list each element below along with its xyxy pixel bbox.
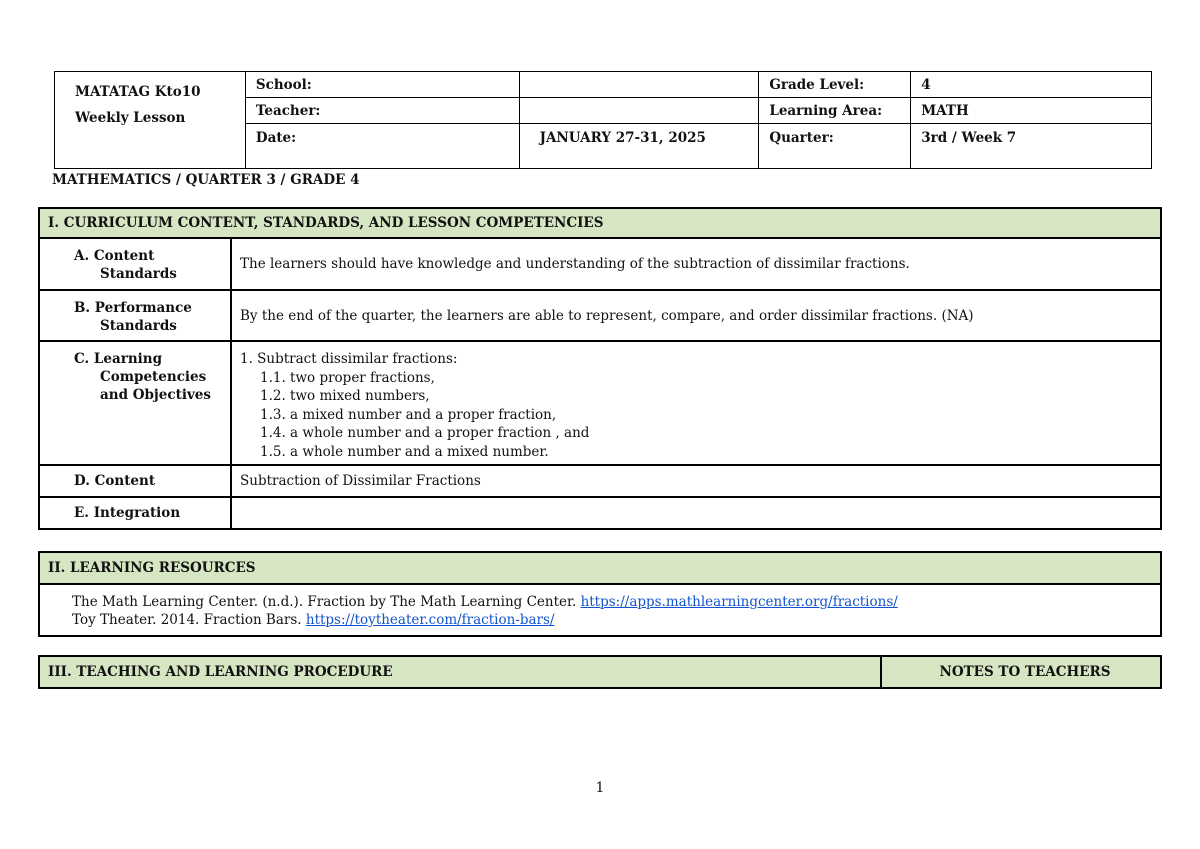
resource-item [72,611,1160,629]
page-number: 1 [595,780,605,796]
content-standards-text: The learners should have knowledge and understanding of the subtraction of dissimilar fractions. [231,238,1161,290]
school-label: School: [245,72,519,98]
brand-line-2: Weekly Lesson [75,110,186,126]
competency-item: 1.3. a mixed number and a proper fraction, [260,406,557,423]
grade-level-label: Grade Level: [759,72,911,98]
learning-resources-header: II. LEARNING RESOURCES [39,552,1161,584]
integration-text[interactable] [231,497,1161,529]
curriculum-section-header: I. CURRICULUM CONTENT, STANDARDS, AND LESSON COMPETENCIES [39,208,1161,238]
notes-to-teachers-header: NOTES TO TEACHERS [881,656,1161,688]
lesson-header-table [54,71,1152,169]
learning-competencies-label-line2: Competencies [100,369,207,385]
competency-item: 1.1. two proper fractions, [260,369,435,386]
competency-item: 1.2. two mixed numbers, [260,388,430,404]
learning-area-value: MATH [911,98,1152,124]
learning-area-label: Learning Area: [759,98,911,124]
content-text: Subtraction of Dissimilar Fractions [231,465,1161,497]
grade-level-value: 4 [911,72,1152,98]
document-subtitle: MATHEMATICS / QUARTER 3 / GRADE 4 [52,172,360,188]
resource-link[interactable]: https://apps.mathlearningcenter.org/fractions/ [580,594,898,610]
learning-resources-list [39,584,1161,636]
learning-resources-table [38,551,1162,637]
performance-standards-text: By the end of the quarter, the learners are able to represent, compare, and order dissimilar fractions. (NA) [231,290,1161,341]
teacher-value[interactable] [519,98,759,124]
quarter-label: Quarter: [759,124,911,169]
teaching-procedure-header: III. TEACHING AND LEARNING PROCEDURE [39,656,881,688]
curriculum-section-table [38,207,1162,530]
school-value[interactable] [519,72,759,98]
resource-item [72,593,1160,611]
teaching-procedure-table [38,655,1162,689]
content-standards-label [39,238,231,290]
performance-standards-label-line2: Standards [100,318,177,334]
content-standards-label-line1: A. Content [74,248,155,264]
learning-competencies-label [39,341,231,465]
content-standards-label-line2: Standards [100,266,177,282]
learning-competencies-label-line3: and Objectives [100,387,211,403]
competency-item: 1.5. a whole number and a mixed number. [260,443,549,460]
competency-item: 1.4. a whole number and a proper fraction , and [260,425,590,441]
learning-competencies-label-line1: C. Learning [74,351,163,367]
resource-link[interactable]: https://toytheater.com/fraction-bars/ [305,612,555,628]
teacher-label: Teacher: [245,98,519,124]
resource-citation: The Math Learning Center. (n.d.). Fraction by The Math Learning Center. [72,594,581,610]
content-label: D. Content [39,465,231,497]
performance-standards-label [39,290,231,341]
quarter-value: 3rd / Week 7 [911,124,1152,169]
learning-competencies-list [231,341,1161,465]
integration-label: E. Integration [39,497,231,529]
resource-citation: Toy Theater. 2014. Fraction Bars. [72,612,306,628]
date-value: JANUARY 27-31, 2025 [519,124,759,169]
date-label: Date: [245,124,519,169]
competency-heading: 1. Subtract dissimilar fractions: [240,351,458,367]
brand-cell [55,72,246,169]
brand-line-1: MATATAG Kto10 [75,84,201,100]
performance-standards-label-line1: B. Performance [74,300,192,316]
